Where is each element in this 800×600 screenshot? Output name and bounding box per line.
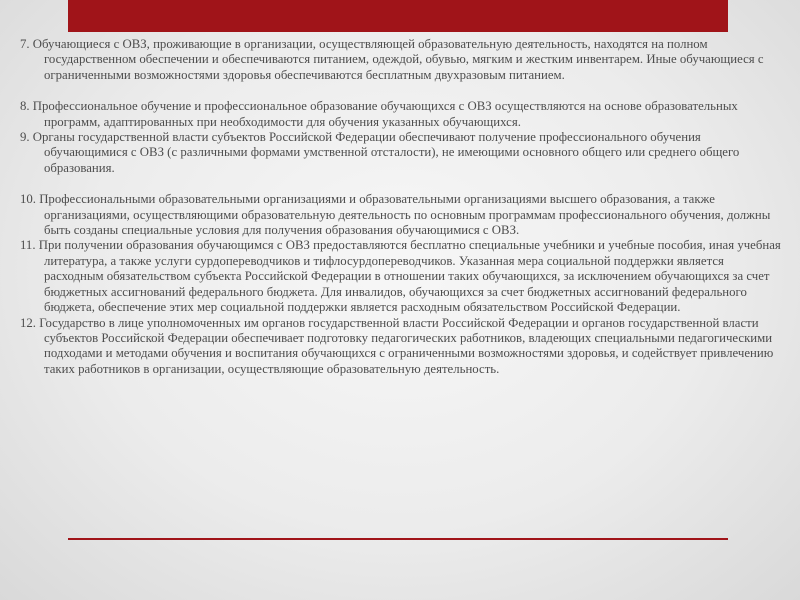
paragraph-10: 10. Профессиональными образовательными организациями и образовательными организациями высшего образования, а также организациями, осуществляющими образовательную деятельность по основным программам профессионального обучения, должны быть созданы специальные условия для получения образования обучающимися с ОВЗ. bbox=[20, 192, 771, 238]
paragraph-11: 11. При получении образования обучающимся с ОВЗ предоставляются бесплатно специальные учебники и учебные пособия, иная учебная литература, а также услуги сурдопереводчиков и тифлосурдопереводчиков. Указанная мера социальной поддержки является расходным обязательством субъекта Российской Федерации в отношении таких обучающихся, за исключением обучающихся за счет бюджетных ассигнований федерального бюджета. Для инвалидов, обучающихся за счет бюджетных ассигнований федерального бюджета, обеспечение этих мер социальной поддержки является расходным обязательством Российской Федерации. bbox=[20, 238, 781, 315]
paragraph-9: 9. Органы государственной власти субъектов Российской Федерации обеспечивают получение профессионального обучения обучающимися с ОВЗ (с различными формами умственной отсталости), не имеющими основного общего или среднего общего образования. bbox=[20, 130, 740, 175]
bottom-accent-line bbox=[68, 538, 728, 540]
paragraph-8: 8. Профессиональное обучение и профессиональное образование обучающихся с ОВЗ осуществляются на основе образовательных программ, адаптированных при необходимости для обучения указанных обучающихся. bbox=[20, 99, 738, 129]
paragraph-7: 7. Обучающиеся с ОВЗ, проживающие в организации, осуществляющей образовательную деятельность, находятся на полном государственном обеспечении и обеспечиваются питанием, одеждой, обувью, мягким и жестким инвентарем. Иные обучающиеся с ограниченными возможностями здоровья обеспечиваются бесплатным двухразовым питанием. bbox=[20, 37, 764, 82]
slide-body-text bbox=[20, 37, 786, 377]
top-accent-bar bbox=[68, 0, 728, 32]
paragraph-12: 12. Государство в лице уполномоченных им органов государственной власти Российской Федерации и органов государственной власти субъектов Российской Федерации обеспечивает подготовку педагогических работников, владеющих специальными педагогическими подходами и методами обучения и воспитания обучающихся с ограниченными возможностями здоровья, и содействует привлечению таких работников в организации, осуществляющие образовательную деятельность. bbox=[20, 315, 774, 376]
